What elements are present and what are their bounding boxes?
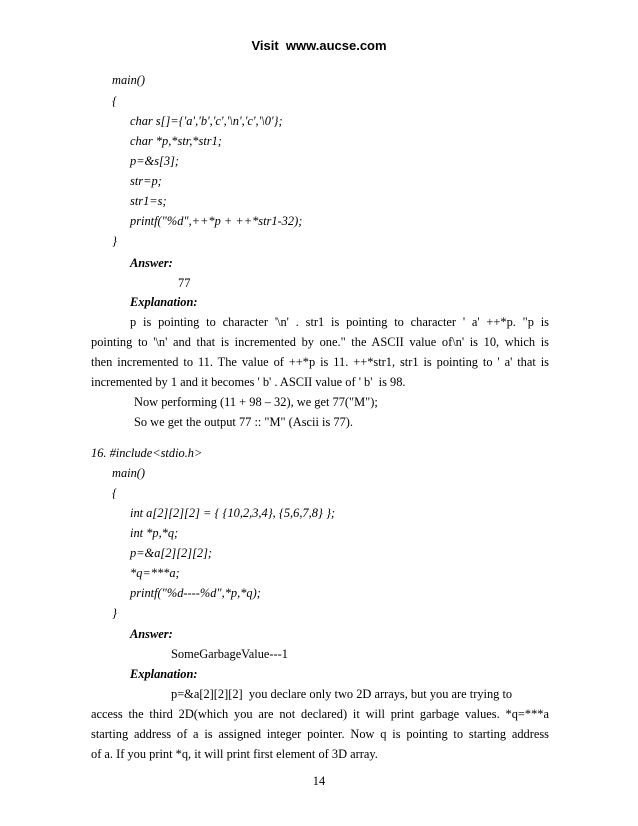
code-line: } (112, 606, 117, 620)
code-line: main() (112, 466, 146, 480)
question-heading: 16. #include<stdio.h> (91, 446, 203, 460)
explanation-line: p=&a[2][2][2] you declare only two 2D arrays, but you are trying to (171, 687, 513, 701)
code-line: } (112, 234, 117, 248)
code-line: int *p,*q; (130, 526, 179, 540)
site-url: www.aucse.com (285, 38, 387, 53)
code-line: { (112, 94, 117, 108)
code-line: main() (112, 73, 146, 87)
answer-value: 77 (178, 276, 191, 290)
code-line: *q=***a; (130, 566, 180, 580)
code-line: char s[]={'a','b','c','\n','c','\0'}; (130, 114, 283, 128)
explanation-line: pointing to '\n' and that is incremented by one." the ASCII value of\n' is 10, which is (91, 335, 549, 349)
code-line: str=p; (130, 174, 162, 188)
explanation-label: Explanation: (130, 667, 198, 681)
code-line: p=&a[2][2][2]; (130, 546, 213, 560)
explanation-line: starting address of a is assigned integer pointer. Now q is pointing to starting address (91, 727, 549, 741)
code-line: printf("%d----%d",*p,*q); (130, 586, 261, 600)
code-line: printf("%d",++*p + ++*str1-32); (130, 214, 303, 228)
code-line: int a[2][2][2] = { {10,2,3,4}, {5,6,7,8} }; (130, 506, 336, 520)
page-number: 14 (312, 774, 326, 788)
explanation-line: So we get the output 77 :: "M" (Ascii is 77). (134, 415, 354, 429)
explanation-line: Now performing (11 + 98 – 32), we get 77("M"); (134, 395, 378, 409)
explanation-line: then incremented to 11. The value of ++*p is 11. ++*str1, str1 is pointing to ' a' that is (91, 355, 549, 369)
visit-label: Visit (251, 38, 279, 53)
answer-label: Answer: (130, 256, 173, 270)
code-line: p=&s[3]; (130, 154, 179, 168)
explanation-line: incremented by 1 and it becomes ' b' . ASCII value of ' b' is 98. (91, 375, 406, 389)
explanation-label: Explanation: (130, 295, 198, 309)
explanation-line: access the third 2D(which you are not declared) it will print garbage values. *q=***a (91, 707, 549, 721)
explanation-line: of a. If you print *q, it will print first element of 3D array. (91, 747, 378, 761)
answer-value: SomeGarbageValue---1 (171, 647, 288, 661)
code-line: char *p,*str,*str1; (130, 134, 222, 148)
code-line: str1=s; (130, 194, 167, 208)
page-header (0, 38, 638, 53)
explanation-line: p is pointing to character '\n' . str1 is pointing to character ' a' ++*p. "p is (130, 315, 549, 329)
code-line: { (112, 486, 117, 500)
answer-label: Answer: (130, 627, 173, 641)
